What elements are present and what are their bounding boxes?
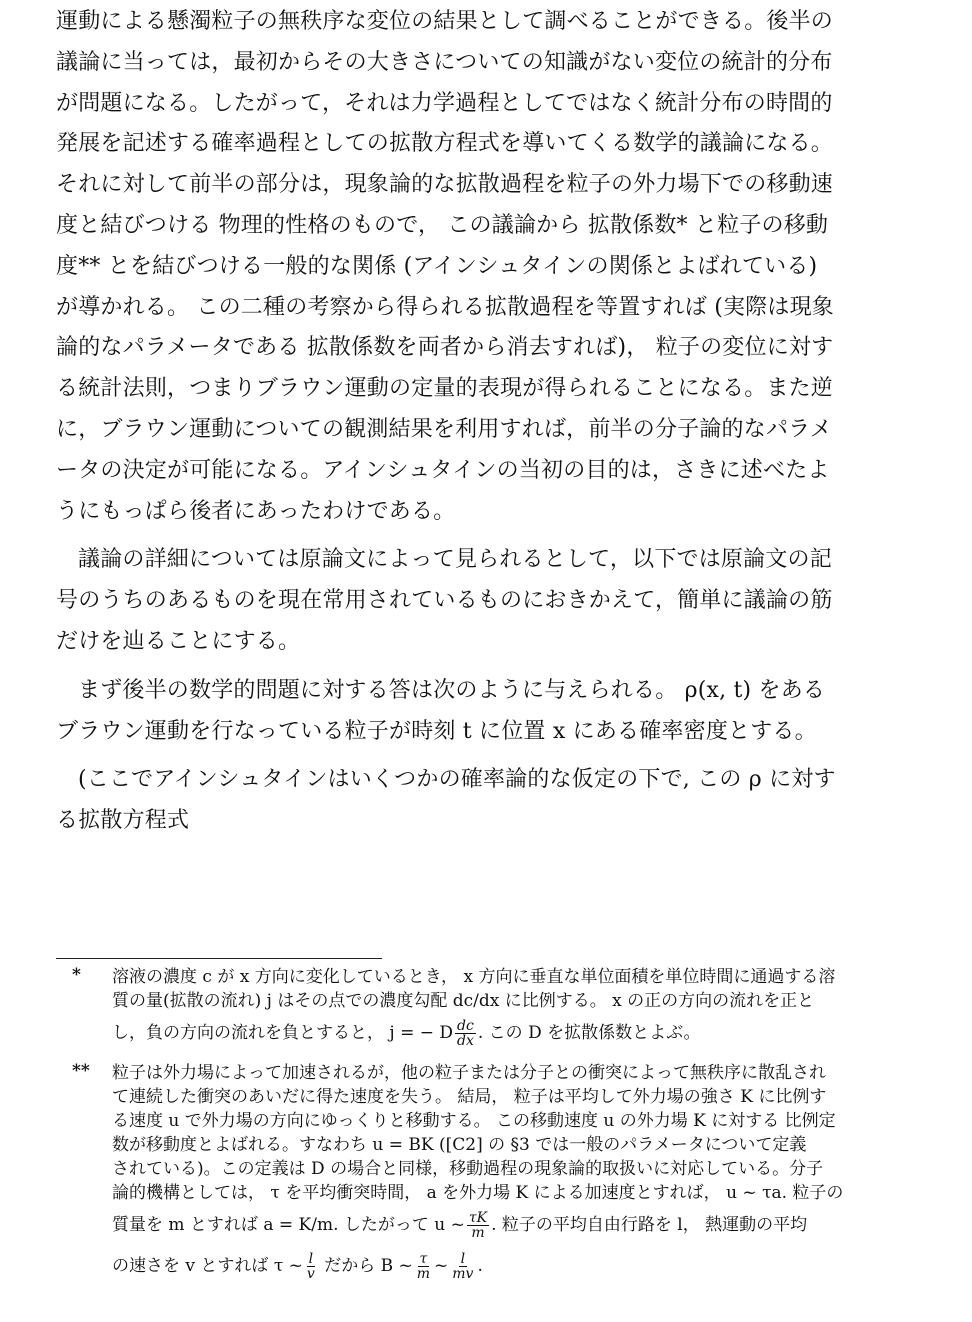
footnote-text: 質量を m とすれば a = K/m. したがって u ~: [112, 1215, 465, 1235]
footnote-line: 質の量(拡散の流れ) j はその点での濃度勾配 dc/dx に比例する。 x の正の方向の流れを正と: [112, 991, 815, 1011]
body-line: 運動による懸濁粒子の無秩序な変位の結果として調べることができる。後半の: [56, 9, 834, 34]
fraction-denominator: dx: [457, 1033, 474, 1049]
footnote-mark: **: [72, 1061, 90, 1081]
footnote-text: . この D を拡散係数とよぶ。: [477, 1023, 701, 1043]
body-line: ブラウン運動を行なっている粒子が時刻 t に位置 x にある確率密度とする。: [56, 718, 817, 744]
body-line: だけを辿ることにする。: [56, 628, 301, 654]
footnote-text: し，負の方向の流れを負とすると， j = − D: [112, 1023, 454, 1043]
paragraph-2: [56, 540, 916, 662]
footnote-text: だから B ~: [318, 1256, 413, 1276]
fraction-numerator: τ: [419, 1251, 428, 1267]
footnote-line: 数が移動度とよばれる。すなわち u = BK ([C2] の §3 では一般のパラメータについて定義: [112, 1135, 807, 1155]
body-line: 度** とを結びつける一般的な関係 (アインシュタインの関係とよばれている): [56, 253, 818, 279]
footnote-text: .: [477, 1256, 483, 1276]
fraction-l-mv: [450, 1252, 475, 1281]
fraction-denominator: v: [306, 1266, 315, 1282]
footnote-line: [112, 1013, 916, 1053]
fraction-denominator: mv: [452, 1266, 474, 1282]
fraction-denominator: m: [471, 1225, 485, 1241]
main-text: [56, 2, 916, 842]
body-line: が導かれる。 この二種の考察から得られる拡散過程を等置すれば (実際は現象: [56, 294, 834, 320]
footnote-text: ~: [434, 1256, 449, 1276]
fraction-l-v: [305, 1252, 317, 1281]
body-line: 論的なパラメータである 拡散係数を両者から消去すれば)， 粒子の変位に対す: [56, 335, 834, 361]
fraction-tau-m: [415, 1252, 432, 1281]
fraction-numerator: τK: [468, 1210, 488, 1226]
fraction-denominator: m: [416, 1266, 431, 1282]
body-line: 議論に当っては，最初からその大きさについての知識がない変位の統計的分布: [56, 49, 833, 75]
footnote-line: されている)。この定義は D の場合と同様，移動過程の現象論的取扱いに対応している。分子: [112, 1159, 824, 1179]
body-line: うにもっぱら後者にあったわけである。: [56, 498, 456, 524]
body-line: ータの決定が可能になる。アインシュタインの当初の目的は，さきに述べたよ: [56, 457, 830, 483]
paragraph-1: [56, 2, 916, 532]
body-line: それに対して前半の部分は，現象論的な拡散過程を粒子の外力場下での移動速: [56, 172, 834, 198]
footnote-line: 溶液の濃度 c が x 方向に変化しているとき， x 方向に垂直な単位面積を単位時間に通過する溶: [112, 967, 836, 987]
footnote-mark: *: [72, 965, 81, 985]
footnote-text: . 粒子の平均自由行路を l， 熱運動の平均: [491, 1215, 808, 1235]
fraction-dc-dx: [455, 1019, 476, 1048]
footnote-text: の速さを v とすれば τ ~: [112, 1256, 303, 1276]
body-line: 号のうちのあるものを現在常用されているものにおきかえて，簡単に議論の筋: [56, 588, 833, 614]
body-line: 度と結びつける 物理的性格のもので， この議論から 拡散係数* と粒子の移動: [56, 212, 829, 238]
body-line: に，ブラウン運動についての観測結果を利用すれば，前半の分子論的なパラメ: [56, 416, 832, 442]
body-line: 発展を記述する確率過程としての拡散方程式を導いてくる数学的議論になる。: [56, 131, 834, 157]
footnote-line: て連続した衝突のあいだに得た速度を失う。 結局， 粒子は平均して外力場の強さ K に比例す: [112, 1087, 827, 1107]
body-line: まず後半の数学的問題に対する答は次のように与えられる。 ρ(x, t) をある: [78, 677, 826, 703]
fraction-tauK-m: [467, 1211, 489, 1240]
footnote-line: 粒子は外力場によって加速されるが，他の粒子または分子との衝突によって無秩序に散乱され: [112, 1063, 826, 1083]
body-line: (ここでアインシュタインはいくつかの確率論的な仮定の下で, この ρ に対す: [78, 767, 836, 793]
footnote-line: る速度 u で外力場の方向にゆっくりと移動する。 この移動速度 u の外力場 K に対する 比例定: [112, 1111, 836, 1131]
footnote-line: [112, 1205, 916, 1245]
footnote-line: [112, 1245, 916, 1287]
paragraph-3: [56, 671, 916, 753]
body-line: 議論の詳細については原論文によって見られるとして，以下では原論文の記: [78, 547, 832, 573]
fraction-numerator: dc: [457, 1018, 474, 1034]
body-line: が問題になる。したがって，それは力学過程としてではなく統計分布の時間的: [56, 90, 833, 116]
body-line: る統計法則，つまりブラウン運動の定量的表現が得られることになる。また逆: [56, 376, 834, 402]
paragraph-4: [56, 760, 916, 842]
footnote-divider: [56, 958, 382, 959]
footnotes: [56, 965, 916, 1287]
fraction-numerator: l: [460, 1251, 466, 1267]
body-line: る拡散方程式: [56, 808, 190, 834]
footnote-line: 論的機構としては， τ を平均衝突時間， a を外力場 K による加速度とすれば， u ~ τa. 粒子の: [112, 1183, 844, 1203]
fraction-numerator: l: [308, 1251, 314, 1267]
footnote-mobility: [56, 1061, 916, 1287]
footnote-diffusion-coefficient: [56, 965, 916, 1053]
